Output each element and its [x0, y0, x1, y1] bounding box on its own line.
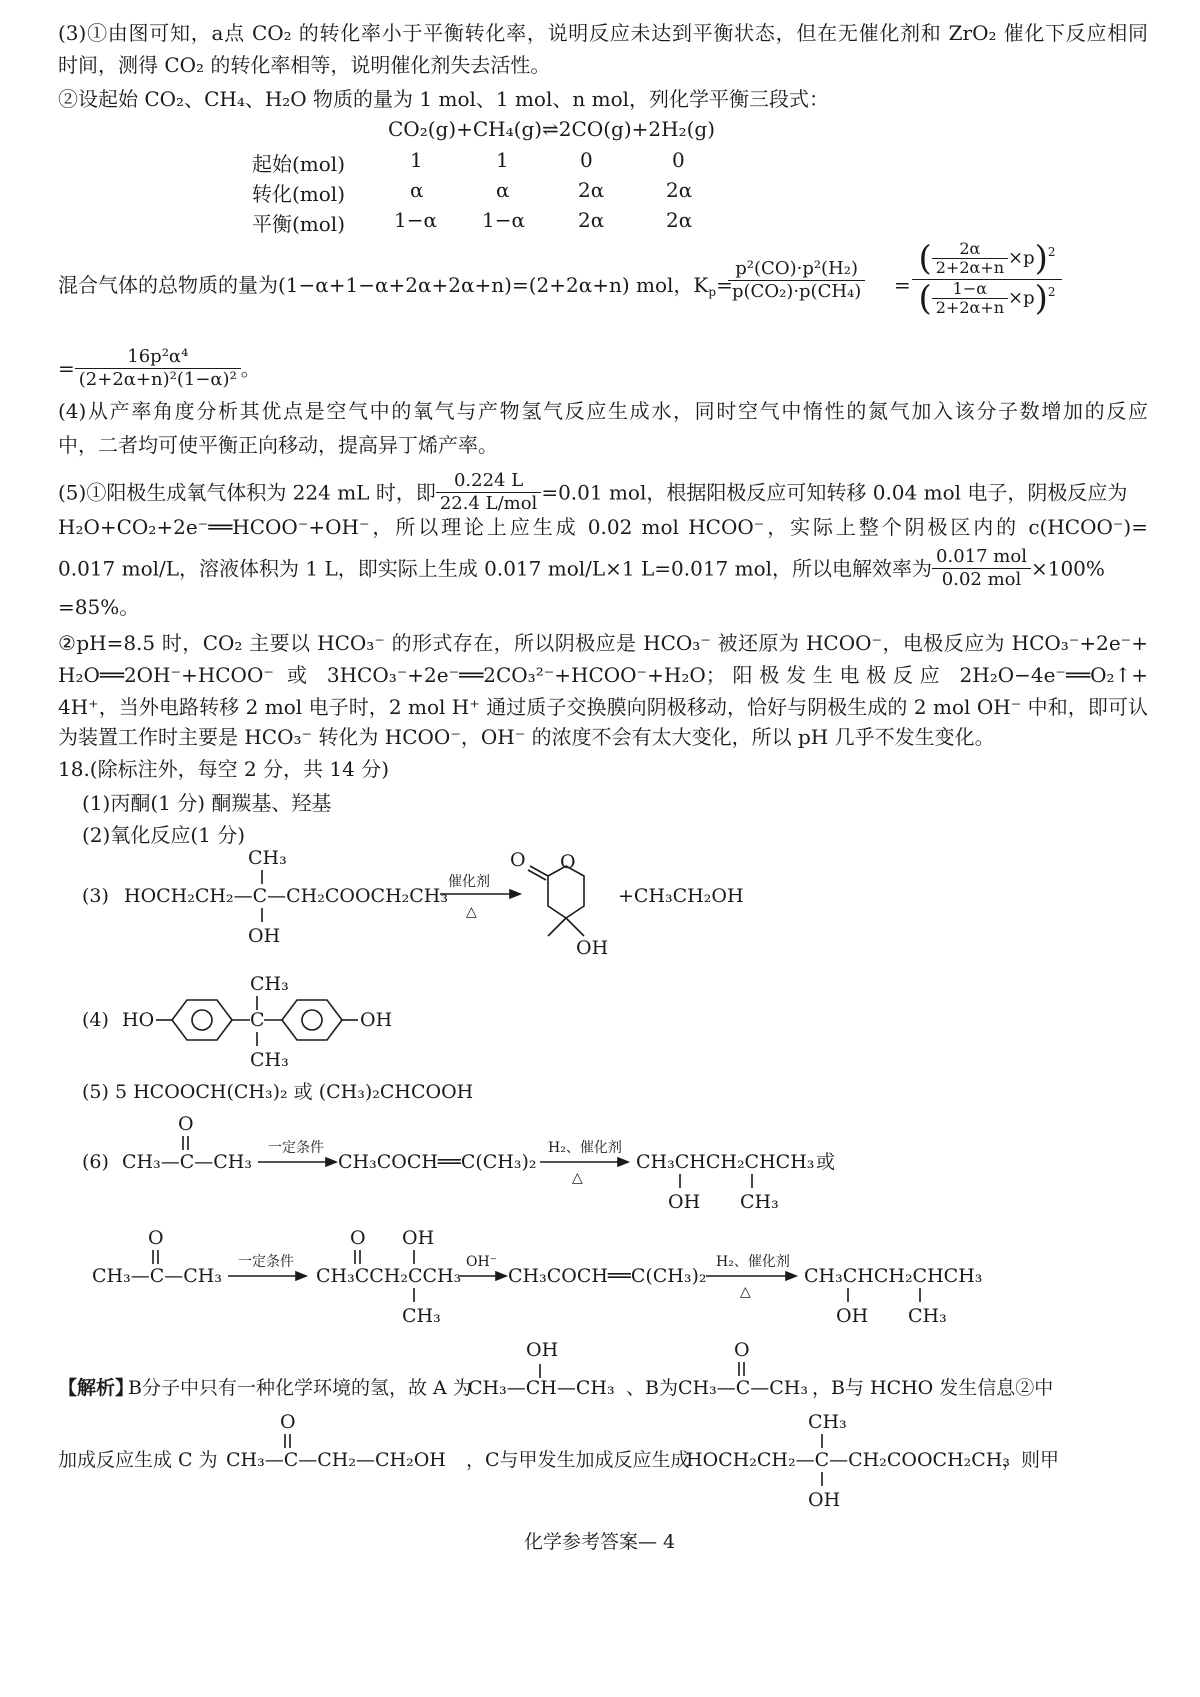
a4-label: (4) [82, 1009, 109, 1031]
benzene-ring-right [282, 1000, 342, 1040]
p3-line1: (3)①由图可知，a点 CO₂ 的转化率小于平衡转化率，说明反应未达到平衡状态，但在无催化剂和 ZrO₂ 催化下反应相同 [58, 21, 1148, 45]
b6-inter-o: O [350, 1227, 366, 1249]
a6-or: 或 [816, 1151, 836, 1173]
a6-ch3: CH₃ [740, 1191, 779, 1213]
cell: 1−α [394, 208, 437, 232]
cell: α [496, 178, 510, 202]
analysis-D-ch3: CH₃ [808, 1411, 847, 1433]
p5-line8: 为装置工作时主要是 HCO₃⁻ 转化为 HCOO⁻，OH⁻ 的浓度不会有太大变化，所以 pH 几乎不发生变化。 [58, 725, 995, 749]
a4-left-ho: HO [122, 1009, 155, 1031]
a3-label: (3) [82, 885, 109, 907]
b6-inter: CH₃CCH₂CCH₃ [316, 1265, 462, 1287]
ring-oh: OH [576, 937, 609, 959]
analysis-D-oh: OH [808, 1489, 841, 1511]
equals-sign: = [894, 273, 911, 297]
p5-line6: H₂O══2OH⁻+HCOO⁻ 或 3HCO₃⁻+2e⁻══2CO₃²⁻+HCOO⁻+H₂O；阳极发生电极反应 2H₂O−4e⁻══O₂↑+ [58, 663, 1148, 687]
page-footer: 化学参考答案— 4 [524, 1531, 676, 1553]
b6-acetone: CH₃—C—CH₃ [92, 1265, 222, 1287]
b6-inter-oh: OH [402, 1227, 435, 1249]
b6-cond2: OH⁻ [466, 1254, 498, 1270]
ring-o: O [560, 851, 576, 873]
p3-line2: 时间，测得 CO₂ 的转化率相等，说明催化剂失去活性。 [58, 53, 551, 77]
oh-bond [566, 918, 584, 936]
analysis-l2c: ，则甲 [1002, 1449, 1060, 1471]
b6-ch3: CH₃ [908, 1305, 947, 1327]
analysis-C: CH₃—C—CH₂—CH₂OH [226, 1449, 446, 1471]
arrow-head [618, 1158, 628, 1166]
kp-result: = $\frac{\text{16p²α⁴}}{\text{(2+2α+n)²(1−α)²}}$ 。 [58, 346, 261, 390]
a3-byproduct: +CH₃CH₂OH [618, 885, 744, 907]
analysis-A: CH₃—CH—CH₃ [468, 1377, 615, 1399]
a4-ch3-bot: CH₃ [250, 1049, 289, 1071]
row-label-equilibrium: 平衡(mol) [252, 212, 346, 236]
a3-reactant: HOCH₂CH₂—C—CH₂COOCH₂CH₃ [124, 885, 448, 907]
cell: 1−α [482, 208, 525, 232]
aromatic-circle [302, 1010, 322, 1030]
a6-cond2-top: H₂、催化剂 [548, 1140, 622, 1156]
analysis-l2b: ，C与甲发生加成反应生成 [466, 1449, 690, 1471]
b6-cond3-top: H₂、催化剂 [716, 1254, 790, 1270]
analysis-l1a: B分子中只有一种化学环境的氢，故 A 为 [128, 1377, 472, 1399]
analysis-B-o: O [734, 1339, 750, 1361]
methyl-bond [548, 918, 566, 936]
a5: (5) 5 HCOOCH(CH₃)₂ 或 (CH₃)₂CHCOOH [82, 1081, 474, 1103]
a6-o: O [178, 1113, 194, 1135]
p5-line3: 0.017 mol/L，溶液体积为 1 L，即实际上生成 0.017 mol/L×1 L=0.017 mol，所以电解效率为 $\frac{\text{0.017 mol}}{\text{0.02 mol}}$ ×100% [58, 546, 1105, 590]
analysis-l1b: 、B为 [626, 1377, 678, 1399]
arrow-head [786, 1272, 796, 1280]
a6-cond2-bot: △ [572, 1170, 583, 1186]
analysis-B: CH₃—C—CH₃ [678, 1377, 808, 1399]
a6-mid: CH₃COCH══C(CH₃)₂ [338, 1151, 537, 1173]
p4-line1: (4)从产率角度分析其优点是空气中的氧气与产物氢气反应生成水，同时空气中惰性的氮气加入该分子数增加的反应 [58, 399, 1148, 423]
cell: 0 [672, 148, 685, 172]
analysis-l2a: 加成反应生成 C 为 [58, 1449, 218, 1471]
carbonyl-bond [528, 870, 546, 880]
a3-oh: OH [248, 925, 281, 947]
p5-line1: (5)①阳极生成氧气体积为 224 mL 时，即 $\frac{0.224 L}{\text{22.4 L/mol}}$ =0.01 mol，根据阳极反应可知转移 0.04 mol 电子，阴极反应为 [58, 470, 1128, 514]
cell: 2α [578, 208, 605, 232]
a6-product: CH₃CHCH₂CHCH₃ [636, 1151, 815, 1173]
arrow-head [510, 890, 520, 898]
cell: 1 [496, 148, 509, 172]
cell: 2α [578, 178, 605, 202]
p5-line7: 4H⁺，当外电路转移 2 mol 电子时，2 mol H⁺ 通过质子交换膜向阴极移动，恰好与阴极生成的 2 mol OH⁻ 中和，即可认 [58, 695, 1148, 719]
analysis-D: HOCH₂CH₂—C—CH₂COOCH₂CH₃ [686, 1449, 1010, 1471]
cell: 2α [666, 178, 693, 202]
arrow-head [326, 1158, 336, 1166]
cell: 1 [410, 148, 423, 172]
kp-fraction: $\frac{\text{p²(CO)·p²(H₂)}}{\text{p(CO₂)·p(CH₄)}}$ [728, 258, 865, 303]
row-label-change: 转化(mol) [252, 182, 346, 206]
equilibrium-equation: CO₂(g)+CH₄(g)⇌2CO(g)+2H₂(g) [388, 117, 715, 141]
arrow-head [496, 1272, 506, 1280]
analysis-l1c: ，B与 HCHO 发生信息②中 [812, 1377, 1054, 1399]
arrow-head [296, 1272, 306, 1280]
q18-a1: (1)丙酮(1 分) 酮羰基、羟基 [82, 791, 332, 815]
b6-mid: CH₃COCH══C(CH₃)₂ [508, 1265, 707, 1287]
total-moles-text: 混合气体的总物质的量为(1−α+1−α+2α+2α+n)=(2+2α+n) mol，$K_p=$ [58, 273, 733, 299]
p4-line2: 中，二者均可使平衡正向移动，提高异丁烯产率。 [58, 433, 498, 457]
q18-a2: (2)氧化反应(1 分) [82, 823, 246, 847]
carbonyl-bond [530, 866, 548, 876]
b6-cond1: 一定条件 [238, 1254, 294, 1270]
a6-oh: OH [668, 1191, 701, 1213]
b6-cond3-bot: △ [740, 1284, 751, 1300]
b6-o: O [148, 1227, 164, 1249]
row-label-initial: 起始(mol) [252, 152, 346, 176]
p3-line3: ②设起始 CO₂、CH₄、H₂O 物质的量为 1 mol、1 mol、n mol，列化学平衡三段式： [58, 87, 830, 111]
analysis-C-o: O [280, 1411, 296, 1433]
b6-oh: OH [836, 1305, 869, 1327]
a4-ch3-top: CH₃ [250, 973, 289, 995]
b6-inter-ch3: CH₃ [402, 1305, 441, 1327]
a3-cond-top: 催化剂 [448, 874, 490, 890]
carbonyl-o: O [510, 849, 526, 871]
a4-right-oh: OH [360, 1009, 393, 1031]
p5-line2: H₂O+CO₂+2e⁻══HCOO⁻+OH⁻，所以理论上应生成 0.02 mol HCOO⁻，实际上整个阴极区内的 c(HCOO⁻)= [58, 515, 1148, 539]
cell: α [410, 178, 424, 202]
analysis-A-oh: OH [526, 1339, 559, 1361]
a6-acetone: CH₃—C—CH₃ [122, 1151, 252, 1173]
cell: 2α [666, 208, 693, 232]
aromatic-circle [192, 1010, 212, 1030]
b6-product: CH₃CHCH₂CHCH₃ [804, 1265, 983, 1287]
analysis-tag: 【解析】 [58, 1377, 135, 1399]
a4-center-c: C [250, 1009, 265, 1031]
q18-title: 18.(除标注外，每空 2 分，共 14 分) [58, 757, 390, 781]
a3-ch3: CH₃ [248, 847, 287, 869]
a6-label: (6) [82, 1151, 109, 1173]
p5-line4: =85%。 [58, 595, 140, 619]
benzene-ring-left [172, 1000, 232, 1040]
a6-cond1: 一定条件 [268, 1140, 324, 1156]
kp-big-fraction: ( $\frac{2\alpha}{2+2\alpha+n}$ ×p)$^2$ ( $\frac{1-\alpha}{2+2\alpha+n}$ ×p)$^2$ [912, 240, 1062, 317]
lactone-ring [548, 866, 584, 918]
a3-cond-bot: △ [466, 904, 477, 920]
p5-line5: ②pH=8.5 时，CO₂ 主要以 HCO₃⁻ 的形式存在，所以阴极应是 HCO₃⁻ 被还原为 HCOO⁻，电极反应为 HCO₃⁻+2e⁻+ [58, 631, 1148, 655]
cell: 0 [580, 148, 593, 172]
